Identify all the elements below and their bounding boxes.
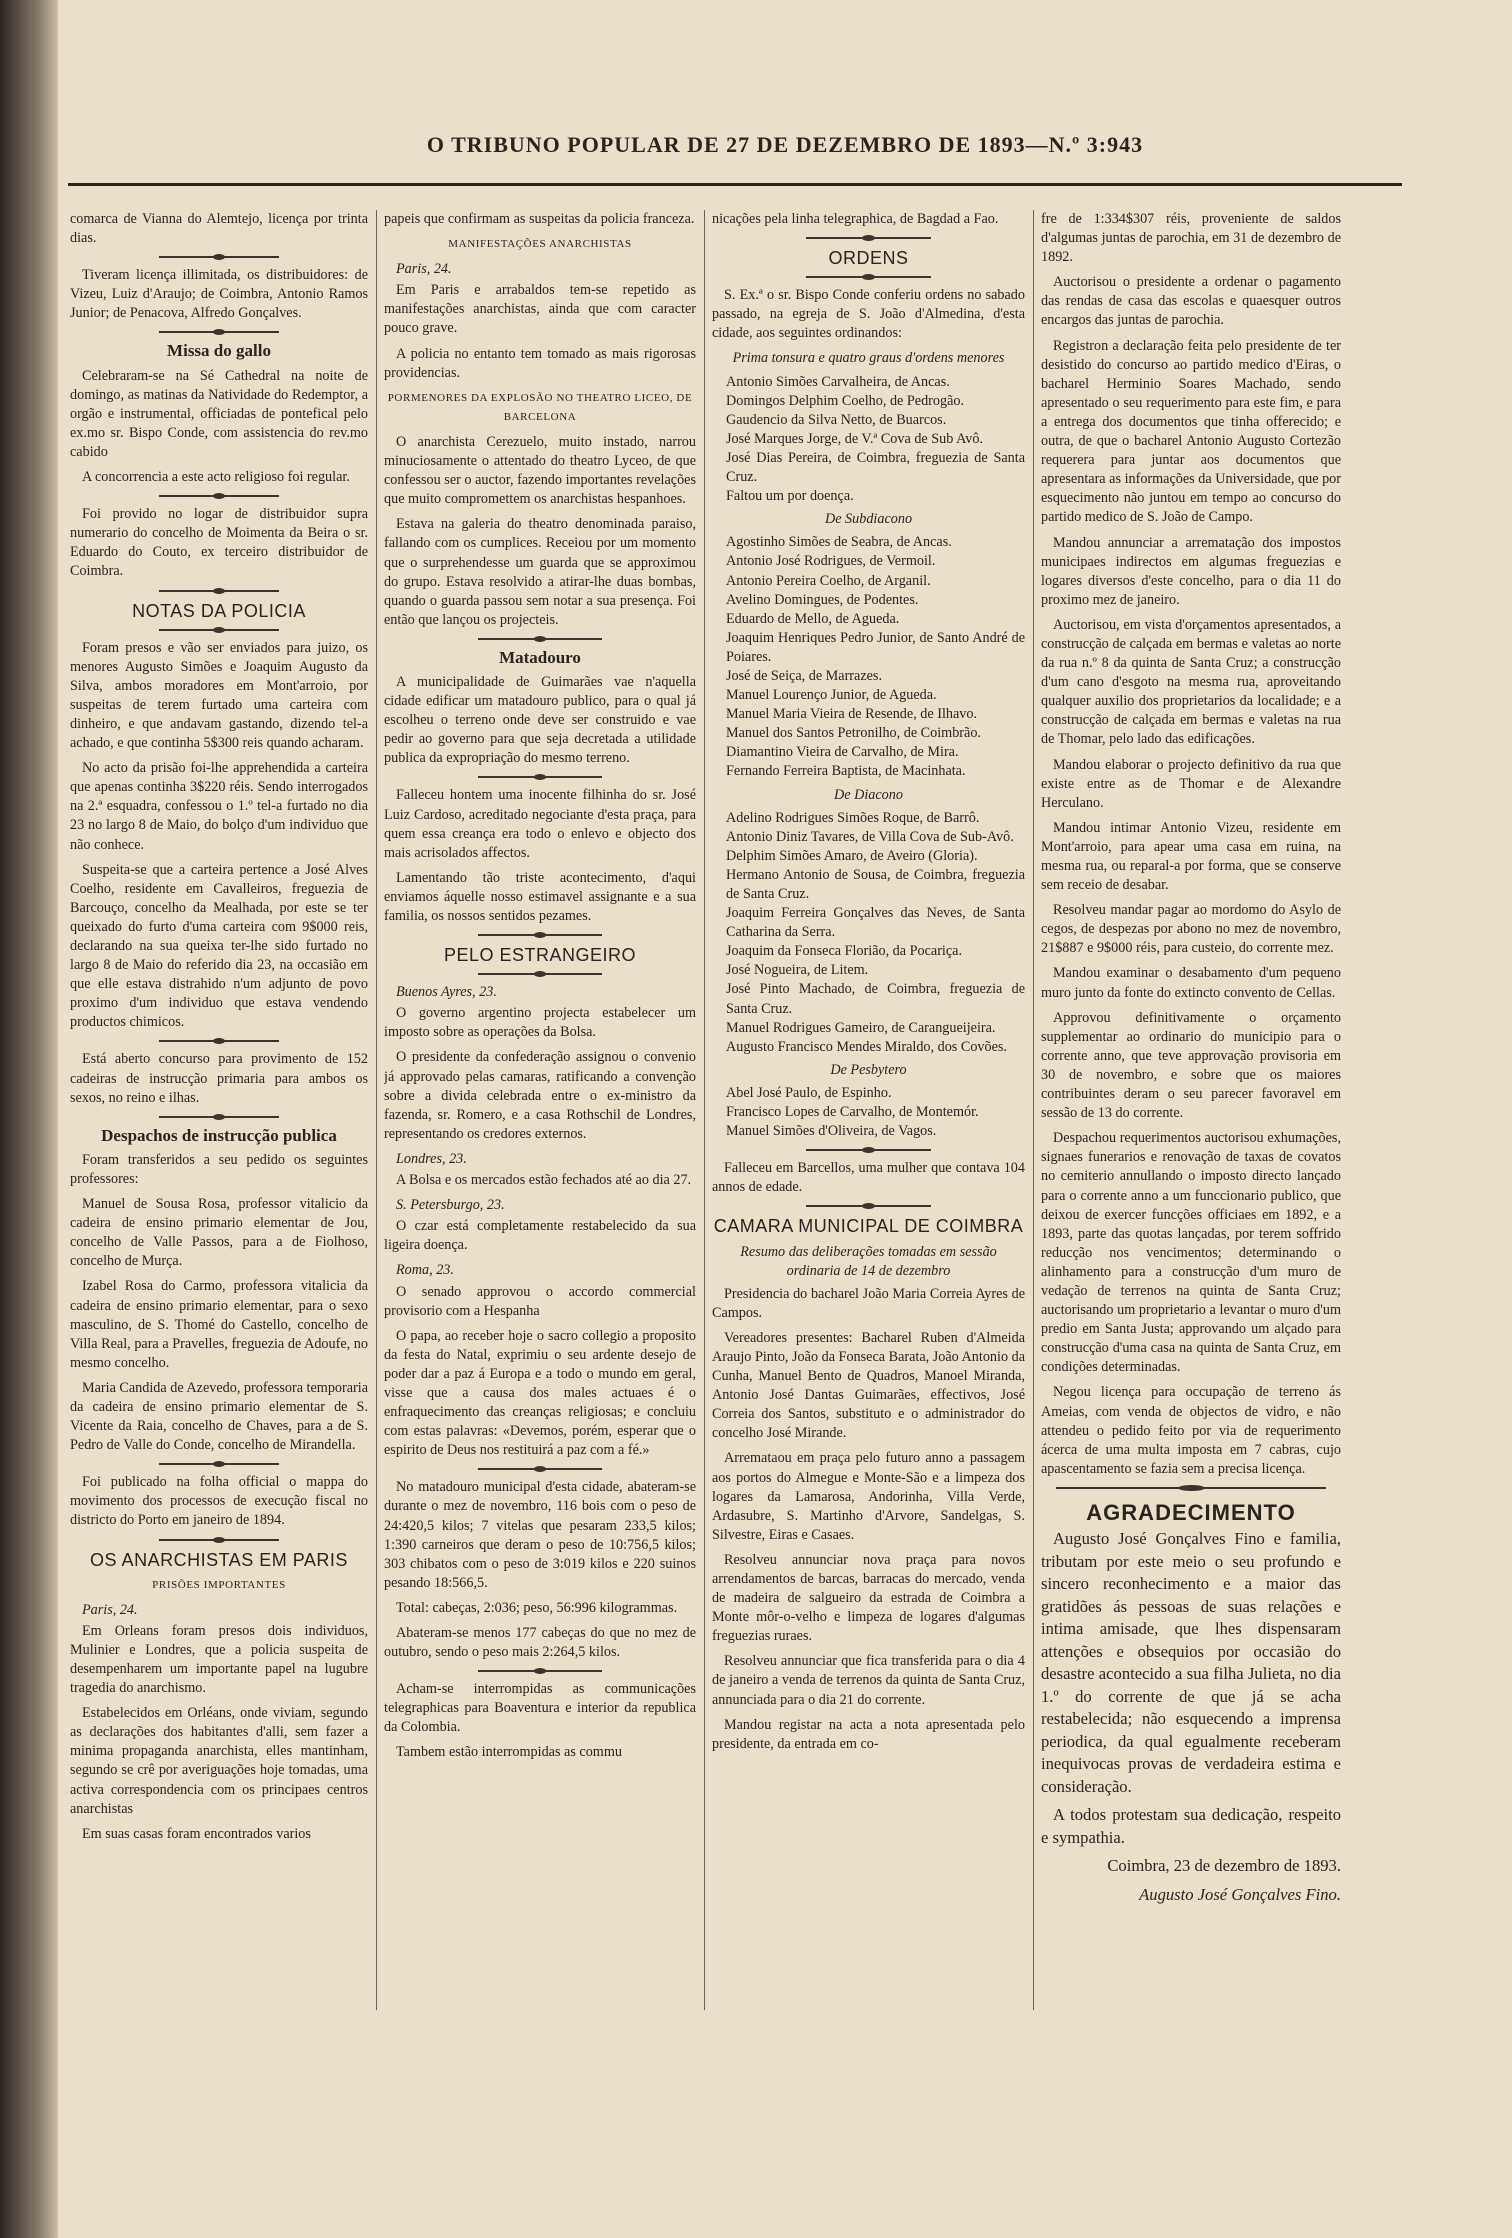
dateline: S. Petersburgo, 23.: [396, 1197, 505, 1214]
article-text: Em Orleans foram presos dois individuos, Mulinier e Londres, que a policia suspeita de desempenharem um importante papel na lugubre tragedia do anarchismo.: [70, 1622, 368, 1697]
article-text: nicações pela linha telegraphica, de Bagdad a Fao.: [712, 211, 999, 227]
list-item: Diamantino Vieira de Carvalho, de Mira.: [726, 744, 959, 761]
article-text: Approvou definitivamente o orçamento supplementar ao ordinario do municipio para o corrente anno, que teve approvação provisoria em 30 de novembro, e sobre que os maiores contribuintes deram o seu parecer favoravel em sessão de 13 do corrente.: [1041, 1009, 1341, 1122]
article-text: Lamentando tão triste acontecimento, d'aqui enviamos áquelle nosso estimavel assignante e a sua familia, os nossos sentidos pezames.: [384, 869, 696, 924]
article-text: Mandou intimar Antonio Vizeu, residente em Mont'arroio, para apear uma casa em ruina, na mesma rua, ou reparal-a por forma, que se conserve sem receio de desabar.: [1041, 819, 1341, 894]
dateline: Paris, 24.: [396, 261, 452, 278]
list-item: Augusto Francisco Mendes Miraldo, dos Covões.: [726, 1038, 1007, 1055]
list-item: Domingos Delphim Coelho, de Pedrogão.: [726, 392, 965, 409]
separator: [159, 1040, 278, 1042]
dateline: Paris, 24.: [82, 1601, 138, 1618]
separator: [159, 629, 278, 631]
subheading: Resumo das deliberações tomadas em sessão ordinaria de 14 de dezembro: [740, 1243, 997, 1279]
subheading: PORMENORES DA EXPLOSÃO NO THEATRO LICEO, DE BARCELONA: [387, 391, 693, 423]
separator: [806, 1205, 931, 1207]
article-text: Tambem estão interrompidas as commu: [396, 1744, 622, 1761]
article-text: Foram presos e vão ser enviados para juizo, os menores Augusto Simões e Joaquim Augusto da Silva, ambos moradores em Mont'arroio, por suspeitas de terem furtado uma carteira com dinheiro, e que andavam gastando, dizendo tel-a achado, e que continha 5$300 reis quando acharam.: [70, 639, 368, 752]
article-text: O czar está completamente restabelecido da sua ligeira doença.: [384, 1218, 696, 1254]
article-text: A concorrencia a este acto religioso foi regular.: [82, 469, 350, 486]
article-text: Falleceu hontem uma inocente filhinha do sr. José Luiz Cardoso, acreditado negociante d'esta praça, para quem essa creança era todo o enlevo e objecto dos mais acrisolados affectos.: [384, 787, 696, 861]
article-text: Resolveu annunciar nova praça para novos arrendamentos de barcas, barracas do mercado, venda de madeira de salgueiro da estrada de Coimbra a Monte môr-o-velho e limpeza de logares d'algumas freguezias ruraes.: [712, 1551, 1025, 1645]
separator: [478, 638, 603, 640]
list-item: Fernando Ferreira Baptista, de Macinhata.: [726, 763, 966, 780]
article-text: Estabelecidos em Orléans, onde viviam, segundo as declarações dos habitantes d'alli, sem fazer a minima propaganda anarchista, elles mantinham, segundo se crê por averiguações hoje tomadas, uma activa correspondencia com os principaes centros anarchistas: [70, 1705, 368, 1817]
ordinand-list: [712, 373, 1025, 507]
list-item: Manuel Maria Vieira de Resende, de Ilhavo.: [726, 706, 978, 723]
article-text: Vereadores presentes: Bacharel Ruben d'Almeida Araujo Pinto, João da Fonseca Barata, João Antonio da Cunha, Manuel Bento de Quadros, Manoel Miranda, Antonio José Dantas Guimarães, effectivos, José Correia dos Santos, substituto e o administrador do concelho José Mirande.: [712, 1329, 1025, 1442]
article-text: O papa, ao receber hoje o sacro collegio a proposito da festa do Natal, exprimiu o seu ardente desejo de poder dar a paz á Europa e a todo o mundo em geral, visse que a causa dos males actuaes é o enfraquecimento das creanças religiosas; e concluiu com estas palavras: «Devemos, porém, esperar que o espirito de Deus nos restituirá a paz com a fé.»: [384, 1327, 696, 1459]
section-heading: Missa do gallo: [167, 341, 271, 361]
newspaper-page: [58, 0, 1512, 2238]
separator: [159, 495, 278, 497]
list-item: Abel José Paulo, de Espinho.: [726, 1084, 892, 1101]
article-text: Foi publicado na folha official o mappa do movimento dos processos de execução fiscal no districto do Porto em janeiro de 1894.: [70, 1474, 368, 1529]
article-text: Despachou requerimentos auctorisou exhumações, signaes funerarios e renovação de taxas de covatos no cemiterio annullando o imposto directo lançado para o corrente anno a um funccionario publico, que deixou de exercer funcções officiaes em 1892, e a 1893, parte das quotas lançadas, por terem soffrido reducção nos vencimentos; determinando o alinhamento para a construcção d'um muro de vedação de terrenos na quinta de Santa Cruz; auctorisando um proprietario a levantar o muro d'um predio em Santa Justa; approvando um alçado para construcção d'uma casa na quinta de Santa Cruz, em condições determinadas.: [1041, 1130, 1341, 1376]
column-4: [1041, 210, 1341, 2200]
list-item: Francisco Lopes de Carvalho, de Montemór.: [726, 1104, 979, 1121]
list-item: Eduardo de Mello, de Agueda.: [726, 610, 900, 627]
list-item: Gaudencio da Silva Netto, de Buarcos.: [726, 411, 947, 428]
dateline: Roma, 23.: [396, 1262, 454, 1279]
article-text: papeis que confirmam as suspeitas da policia franceza.: [384, 211, 695, 227]
ordinand-list: [712, 1084, 1025, 1141]
subheading: De Diacono: [834, 786, 903, 803]
section-heading: NOTAS DA POLICIA: [132, 600, 306, 621]
section-heading: CAMARA MUNICIPAL DE COIMBRA: [713, 1216, 1024, 1237]
separator: [806, 1149, 931, 1151]
article-text: No acto da prisão foi-lhe apprehendida a carteira que apenas continha 3$220 réis. Sendo interrogados na 2.ª esquadra, confessou o 1.º tel-a furtado no dia 23 no largo 8 de Maio, do bolço d'um individuo que não conhece.: [70, 760, 368, 853]
separator: [159, 331, 278, 333]
article-text: Em Paris e arrabaldos tem-se repetido as manifestações anarchistas, ainda que com caracter pouco grave.: [384, 282, 696, 337]
article-text: Resolveu mandar pagar ao mordomo do Asylo de cegos, de despezas por abono no mez de novembro, 21$887 e 9$000 réis, para custeio, do corrente mez.: [1041, 902, 1341, 957]
article-text: Suspeita-se que a carteira pertence a José Alves Coelho, residente em Cavalleiros, freguezia de Barcouço, concelho da Mealhada, por este se ter queixado do furto d'uma carteira com 9$000 reis, declarando na sua queixa ter-lhe sido furtado no largo 8 de Maio do referido dia 23, na occasião em que elle estava distrahido n'um adjunto de povo proximo d'um individuo que estava vendendo productos chimicos.: [70, 861, 368, 1031]
article-text: Resolveu annunciar que fica transferida para o dia 4 de janeiro a venda de terrenos da quinta de Santa Cruz, annunciada para o dia 21 do corrente.: [712, 1653, 1025, 1708]
list-item: José de Seiça, de Marrazes.: [726, 667, 882, 684]
article-text: Tiveram licença illimitada, os distribuidores: de Vizeu, Luiz d'Araujo; de Coimbra, Antonio Ramos Junior; de Penacova, Alfredo Gonçalves.: [70, 267, 368, 322]
list-item: Joaquim Henriques Pedro Junior, de Santo André de Poiares.: [726, 629, 1025, 665]
separator: [478, 776, 603, 778]
list-item: Antonio Diniz Tavares, de Villa Cova de Sub-Avô.: [726, 828, 1014, 845]
article-text: O anarchista Cerezuelo, muito instado, narrou minuciosamente o attentado do theatro Lyceo, de que confessou ser o auctor, fazendo importantes revelações que muito compromettem os anarchistas hespanhoes.: [384, 433, 696, 508]
section-heading: PELO ESTRANGEIRO: [443, 945, 637, 966]
article-text: Mandou annunciar a arrematação dos impostos municipaes indirectos em algumas freguezias e logares diversos d'este concelho, para o dia 11 do proximo mez de janeiro.: [1041, 534, 1341, 608]
column-1: [70, 210, 368, 2200]
article-text: A policia no entanto tem tomado as mais rigorosas providencias.: [384, 345, 696, 381]
subheading: PRISÕES IMPORTANTES: [152, 1578, 286, 1591]
article-text: A todos protestam sua dedicação, respeito e sympathia.: [1041, 1805, 1341, 1847]
masthead: O TRIBUNO POPULAR DE 27 DE DEZEMBRO DE 1893—N.º 3:943: [426, 132, 1144, 157]
article-text: Izabel Rosa do Carmo, professora vitalicia da cadeira de ensino primario elementar, para o sexo masculino, de S. Thomé do Castello, concelho de Villa Real, para a Pravelles, freguezia de Adoufe, no mesmo concelho.: [70, 1278, 368, 1371]
article-text: Mandou elaborar o projecto definitivo da rua que existe entre as de Thomar e de Alexandre Herculano.: [1041, 756, 1341, 811]
article-text: Negou licença para occupação de terreno ás Ameias, com venda de objectos de vidro, e não attendeu o pedido feito por via de requerimento ácerca de uma multa imposta em 7 cabras, cujo apascentamento se fazia sem a precisa licença.: [1041, 1384, 1341, 1477]
list-item: José Dias Pereira, de Coimbra, freguezia de Santa Cruz.: [726, 449, 1025, 486]
list-item: Agostinho Simões de Seabra, de Ancas.: [726, 534, 952, 551]
separator: [478, 1468, 603, 1470]
list-item: Manuel Lourenço Junior, de Agueda.: [726, 687, 937, 704]
separator: [478, 973, 603, 975]
section-heading: AGRADECIMENTO: [1086, 1499, 1296, 1525]
article-text: Auctorisou, em vista d'orçamentos apresentados, a construcção de calçada em bermas e valetas ao norte da rua n.º 8 da quinta de Santa Cruz; a construcção d'um cano d'esgoto na mesma rua, aproveitando qualquer auxilio dos proprietarios da localidade; e a construcção de calçada em bermas e valetas na rua de Thomar, pelo lado das edificações.: [1041, 616, 1341, 748]
binding-spine: [0, 0, 58, 2238]
article-text: Estava na galeria do theatro denominada paraiso, fallando com os cumplices. Receiou por um momento que o surprehendesse um guarda que se approximou do grupo. Estava resolvido a atirar-lhe duas bombas, quando o guarda passou sem notar a sua presença. Foi então que lançou os projecteis.: [384, 516, 696, 628]
column-2: [384, 210, 696, 2200]
article-text: O senado approvou o accordo commercial provisorio com a Hespanha: [384, 1283, 696, 1319]
article-text: Acham-se interrompidas as communicações telegraphicas para Boaventura e interior da republica da Colombia.: [384, 1681, 696, 1736]
list-item: Faltou um por doença.: [726, 488, 854, 505]
dateline: Buenos Ayres, 23.: [396, 984, 497, 1001]
column-rule: [376, 210, 377, 2010]
separator: [478, 1670, 603, 1672]
article-text: comarca de Vianna do Alemtejo, licença por trinta dias.: [70, 211, 368, 247]
ordinand-list: [712, 533, 1025, 781]
subheading: De Subdiacono: [824, 511, 913, 528]
article-text: Manuel de Sousa Rosa, professor vitalicio da cadeira de ensino primario elementar de Jou, concelho de Valle Passos, para a de Fiolhoso, concelho de Murça.: [70, 1196, 368, 1270]
list-item: Joaquim Ferreira Gonçalves das Neves, de Santa Catharina da Serra.: [726, 905, 1025, 941]
separator: [159, 256, 278, 258]
article-text: A Bolsa e os mercados estão fechados até ao dia 27.: [396, 1172, 692, 1189]
list-item: Manuel Rodrigues Gameiro, de Carangueijeira.: [726, 1019, 996, 1036]
list-item: Hermano Antonio de Sousa, de Coimbra, freguezia de Santa Cruz.: [726, 866, 1025, 902]
article-text: Falleceu em Barcellos, uma mulher que contava 104 annos de edade.: [712, 1160, 1025, 1196]
separator: [478, 934, 603, 936]
section-heading: Matadouro: [499, 647, 581, 667]
article-text: Mandou registar na acta a nota apresentada pelo presidente, da entrada em co-: [712, 1716, 1025, 1752]
list-item: Antonio Simões Carvalheira, de Ancas.: [726, 373, 950, 390]
column-3: [712, 210, 1025, 2200]
dateline: Coimbra, 23 de dezembro de 1893.: [1107, 1856, 1341, 1875]
list-item: Antonio José Rodrigues, de Vermoil.: [726, 553, 936, 570]
list-item: Manuel Simões d'Oliveira, de Vagos.: [726, 1123, 937, 1140]
separator: [159, 1116, 278, 1118]
section-heading: Despachos de instrucção publica: [101, 1125, 337, 1145]
article-text: Auctorisou o presidente a ordenar o pagamento das rendas de casa das escolas e quaesquer outros encargos das juntas de parochia.: [1041, 274, 1341, 329]
article-text: Arremataou em praça pelo futuro anno a passagem aos portos do Almegue e Monte-São e a limpeza dos logares da Lamarosa, Andorinha, Villa Verde, Ardasubre, S. Martinho d'Arvore, Sandelgas, S. Silvestre, Eiras e Casaes.: [712, 1450, 1025, 1543]
ordinand-list: [712, 809, 1025, 1057]
dateline: Londres, 23.: [396, 1150, 467, 1167]
article-text: Foram transferidos a seu pedido os seguintes professores:: [70, 1151, 368, 1187]
article-text: Maria Candida de Azevedo, professora temporaria da cadeira de ensino primario elementar de S. Vicente da Raia, concelho de Chaves, para a de S. Pedro de Valle do Conde, concelho de Mirandella.: [70, 1379, 368, 1454]
article-text: Registron a declaração feita pelo presidente de ter desistido do concurso ao partido medico d'Eiras, o bacharel Herminio Soares Machado, sendo apresentado o seu requerimento para este fim, e para a entrega dos documentos que tinha offerecido; e outra, de que o bacharel Antonio Augusto Cortezão requerera para juntar aos documentos que apresentara as informações da Universidade, que por esquecimento não juntou em tempo ao concurso do partido medico de S. João de Campo.: [1041, 337, 1341, 526]
list-item: Antonio Pereira Coelho, de Arganil.: [726, 572, 931, 589]
section-heading: OS ANARCHISTAS EM PARIS: [90, 1549, 348, 1570]
article-text: A municipalidade de Guimarães vae n'aquella cidade edificar um matadouro publico, para o qual já escolheu o terreno onde deve ser construido e vae pedir ao governo para que seja decretada a utilidade publica da expropriação do mesmo terreno.: [384, 673, 696, 767]
separator: [159, 1539, 278, 1541]
list-item: Avelino Domingues, de Podentes.: [726, 591, 919, 608]
list-item: José Pinto Machado, de Coimbra, freguezia de Santa Cruz.: [726, 981, 1025, 1017]
separator: [1056, 1487, 1326, 1489]
list-item: Joaquim da Fonseca Florião, da Pocariça.: [726, 943, 962, 960]
section-heading: ORDENS: [828, 248, 909, 269]
list-item: Adelino Rodrigues Simões Roque, de Barrô.: [726, 809, 980, 826]
separator: [159, 1463, 278, 1465]
article-text: Total: cabeças, 2:036; peso, 56:996 kilogrammas.: [396, 1599, 678, 1616]
article-text: No matadouro municipal d'esta cidade, abateram-se durante o mez de novembro, 116 bois com o peso de 24:420,5 kilos; 7 vitelas que pesaram 233,5 kilos; 1:390 carneiros que deram o peso de 10:756,5 kilos; 303 chibatos com o peso de 3:019 kilos e 220 suinos pesando 18:566,5.: [384, 1479, 696, 1591]
article-text: Celebraram-se na Sé Cathedral na noite de domingo, as matinas da Natividade do Redemptor, a orgão e instrumental, officiadas de pontefical pelo ex.mo sr. Bispo Conde, com assistencia do rev.mo cabido: [70, 367, 368, 460]
article-text: Está aberto concurso para provimento de 152 cadeiras de instrucção primaria para ambos os sexos, no reino e ilhas.: [70, 1051, 368, 1106]
notice-body: [1041, 1528, 1341, 1906]
list-item: José Nogueira, de Litem.: [726, 962, 869, 979]
masthead-rule: [68, 183, 1402, 186]
separator: [806, 237, 931, 239]
article-text: O governo argentino projecta estabelecer um imposto sobre as operações da Bolsa.: [384, 1005, 696, 1041]
article-text: fre de 1:334$307 réis, proveniente de saldos d'algumas juntas de parochia, em 31 de dezembro de 1892.: [1041, 211, 1341, 266]
article-text: Abateram-se menos 177 cabeças do que no mez de outubro, sendo o peso mais 2:264,5 kilos.: [384, 1625, 696, 1661]
article-text: O presidente da confederação assignou o convenio já approvado pelas camaras, ratificando a convenção sobre a divida celebrada entre o ex-ministro da fazenda, sr. Romero, e a casa Rothschil de Londres, representando os credores externos.: [384, 1049, 696, 1142]
signature: Augusto José Gonçalves Fino.: [1139, 1884, 1341, 1904]
article-text: S. Ex.ª o sr. Bispo Conde conferiu ordens no sabado passado, na egreja de S. João d'Almedina, d'esta cidade, aos seguintes ordinandos:: [712, 287, 1025, 342]
article-text: Augusto José Gonçalves Fino e familia, tributam por este meio o seu profundo e sincero reconhecimento e a maior das gratidões ás pessoas de suas relações e intima amisade, que lhes dispensaram attenções e obsequios por occasião do desastre acontecido a sua filha Julieta, no dia 1.º do corrente de que já se acha restabelecida; não esquecendo a imprensa periodica, da qual egualmente receberam inequivocas provas de verdadeira estima e consideração.: [1041, 1529, 1341, 1796]
subheading: De Pesbytero: [830, 1061, 907, 1078]
article-text: Em suas casas foram encontrados varios: [82, 1825, 311, 1842]
article-text: Presidencia do bacharel João Maria Correia Ayres de Campos.: [712, 1285, 1025, 1321]
subheading: MANIFESTAÇÕES ANARCHISTAS: [448, 238, 632, 251]
column-rule: [704, 210, 705, 2010]
list-item: Delphim Simões Amaro, de Aveiro (Gloria).: [726, 847, 978, 864]
subheading: Prima tonsura e quatro graus d'ordens menores: [732, 350, 1005, 367]
list-item: Manuel dos Santos Petronilho, de Coimbrão.: [726, 725, 981, 742]
article-text: Foi provido no logar de distribuidor supra numerario do concelho de Moimenta da Beira o sr. Eduardo do Couto, ex terceiro distribuidor de Coimbra.: [70, 506, 368, 580]
column-rule: [1033, 210, 1034, 2010]
separator: [806, 276, 931, 278]
article-text: Mandou examinar o desabamento d'um pequeno muro junto da fonte do extincto convento de Cellas.: [1041, 965, 1341, 1001]
list-item: José Marques Jorge, de V.ª Cova de Sub Avô.: [726, 430, 984, 447]
separator: [159, 590, 278, 592]
